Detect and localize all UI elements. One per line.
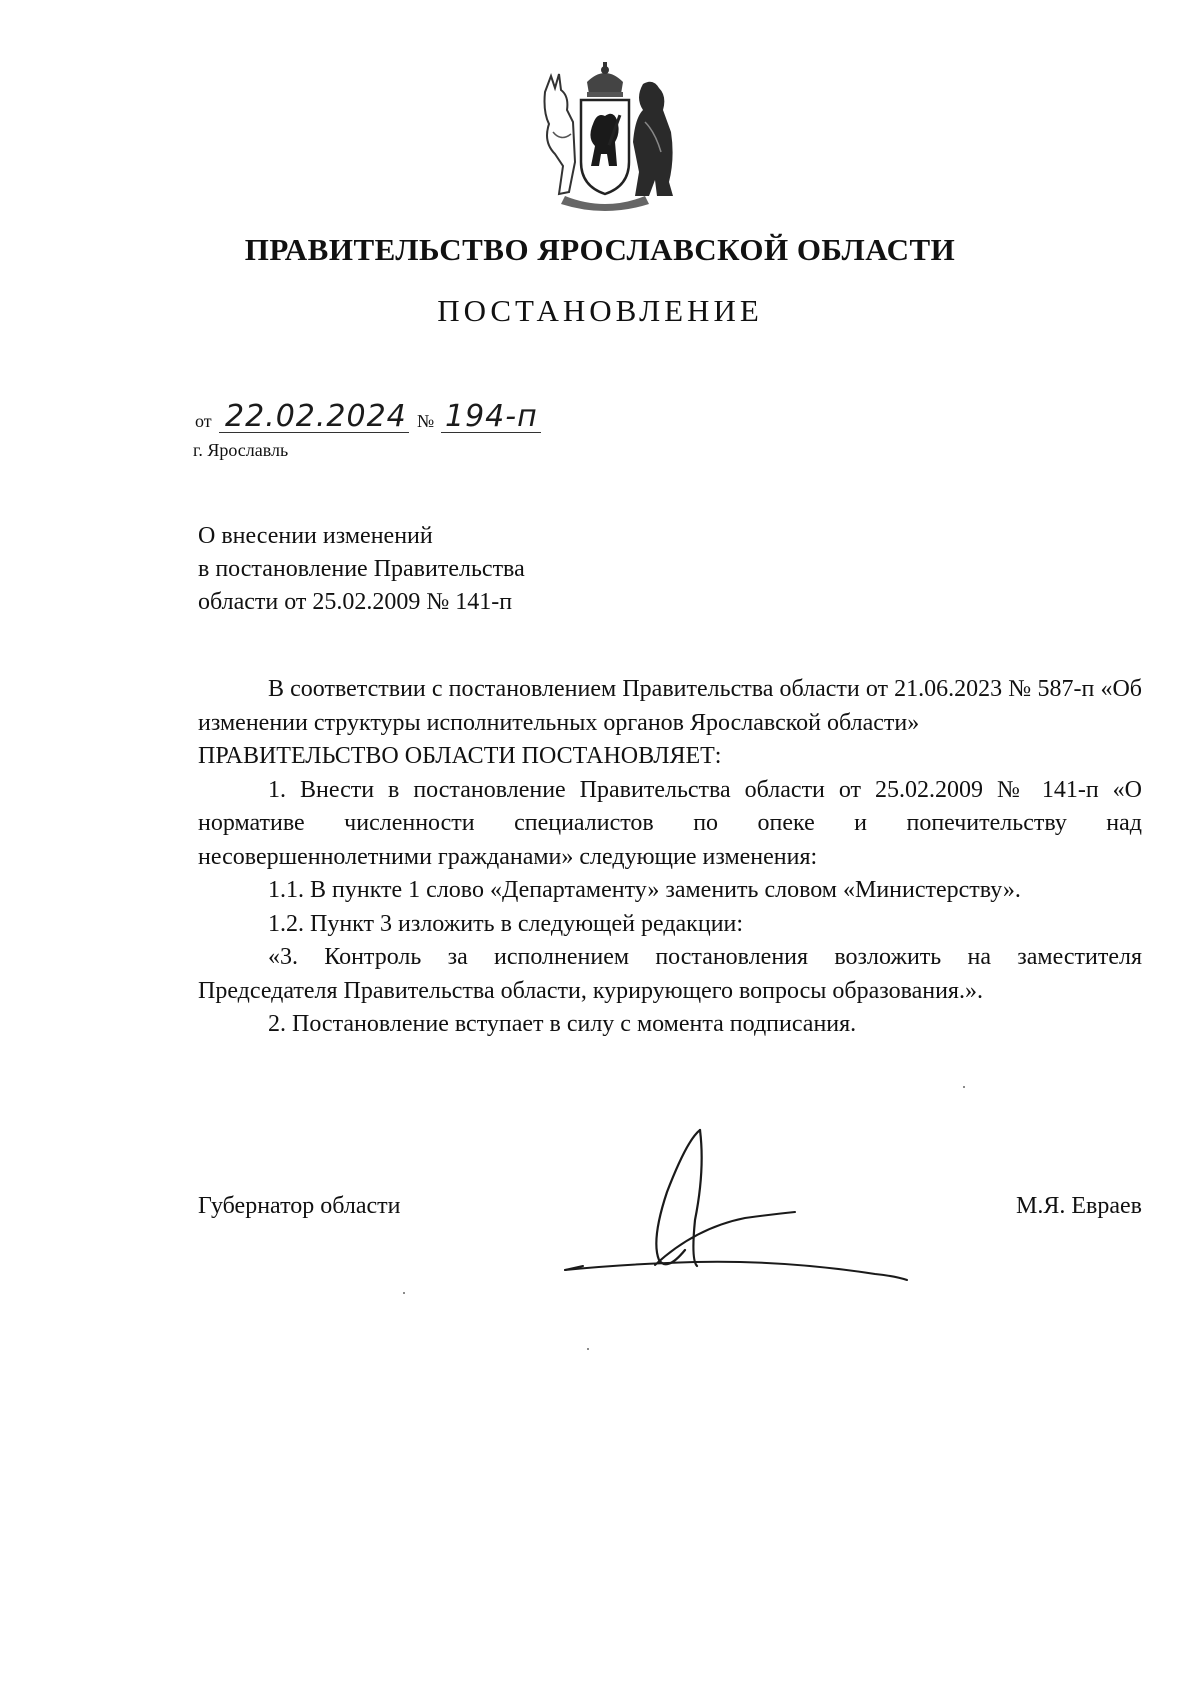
item-2-paragraph: 2. Постановление вступает в силу с момента подписания. bbox=[268, 1011, 857, 1037]
scan-speck bbox=[403, 1292, 405, 1294]
item-1-2-paragraph: 1.2. Пункт 3 изложить в следующей редакции: bbox=[268, 910, 744, 937]
date-prefix: от bbox=[195, 411, 212, 431]
item-1-1-paragraph: 1.1. В пункте 1 слово «Департаменту» заменить словом «Министерству». bbox=[268, 877, 1021, 903]
coat-of-arms-icon bbox=[525, 62, 685, 212]
registration-line bbox=[195, 398, 615, 438]
subject-line: области от 25.02.2009 № 141-п bbox=[198, 589, 513, 615]
subject-line: в постановление Правительства bbox=[198, 556, 525, 582]
item-1-paragraph: 1. Внести в постановление Правительства области от 25.02.2009 № 141-п «О нормативе численности специалистов по опеке и попечительству над несовершеннолетними гражданами» следующие изменения: bbox=[198, 776, 1142, 870]
city: г. Ярославль bbox=[193, 440, 289, 460]
document-body bbox=[198, 673, 1142, 1042]
scan-speck bbox=[587, 1348, 589, 1350]
document-subject bbox=[198, 520, 525, 619]
number-prefix: № bbox=[417, 411, 435, 431]
handwritten-signature bbox=[555, 1110, 945, 1290]
item-1-2-text-paragraph: «3. Контроль за исполнением постановления возложить на заместителя Председателя Правительства области, курирующего вопросы образования.». bbox=[198, 944, 1142, 1004]
date-value: 22.02.2024 bbox=[225, 399, 407, 434]
signer-position: Губернатор области bbox=[198, 1193, 401, 1219]
number-value: 194-п bbox=[445, 399, 538, 434]
signer-name: М.Я. Евраев bbox=[1016, 1193, 1142, 1219]
scan-speck bbox=[963, 1086, 965, 1088]
preamble-paragraph: В соответствии с постановлением Правительства области от 21.06.2023 № 587-п «Об изменении структуры исполнительных органов Ярославской области» bbox=[198, 676, 1142, 736]
organization-title: ПРАВИТЕЛЬСТВО ЯРОСЛАВСКОЙ ОБЛАСТИ bbox=[244, 232, 956, 267]
subject-line: О внесении изменений bbox=[198, 523, 433, 549]
resolves-heading: ПРАВИТЕЛЬСТВО ОБЛАСТИ ПОСТАНОВЛЯЕТ: bbox=[198, 743, 722, 769]
document-type: ПОСТАНОВЛЕНИЕ bbox=[437, 293, 763, 328]
